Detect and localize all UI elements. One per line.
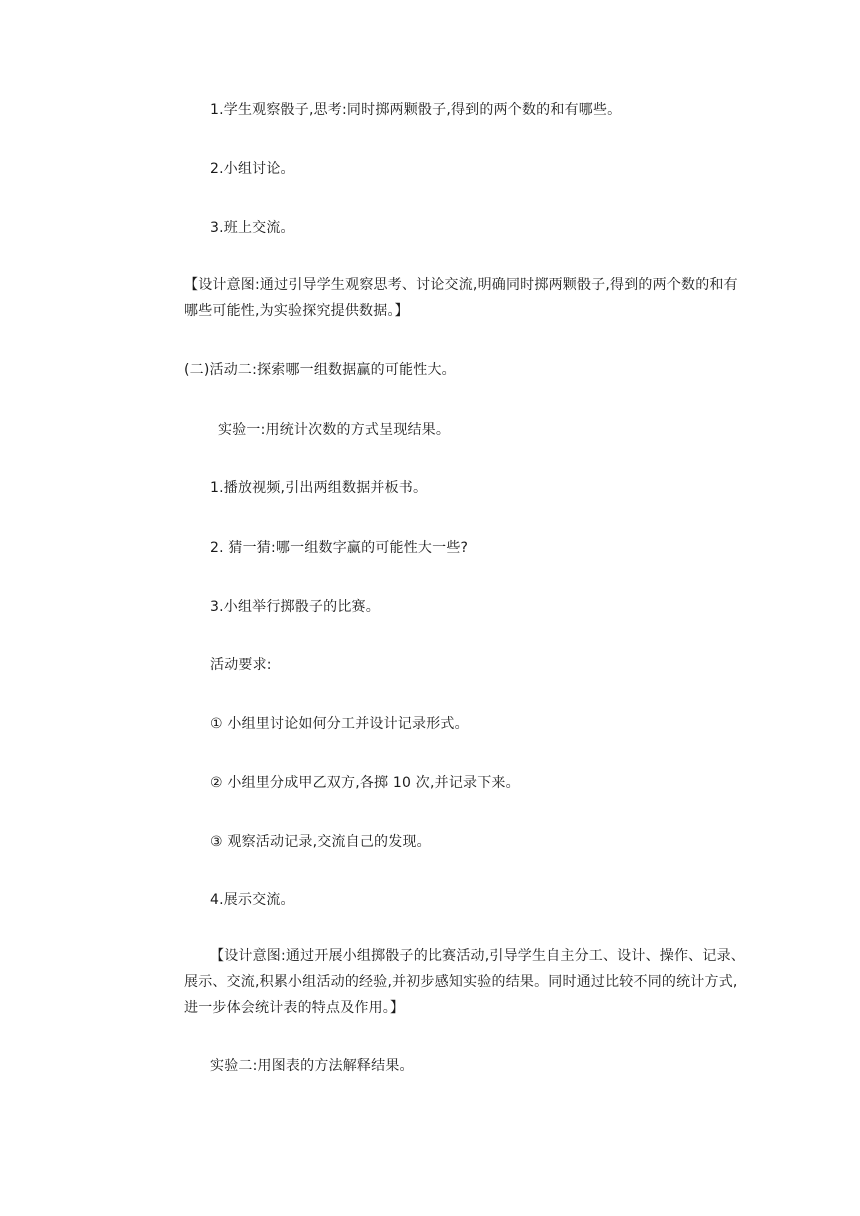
design-intent-1-line-2: 哪些可能性,为实验探究提供数据。】	[184, 303, 409, 319]
step-play-video: 1.播放视频,引出两组数据并板书。	[210, 480, 428, 496]
requirement-2: ② 小组里分成甲乙双方,各掷 10 次,并记录下来。	[210, 775, 520, 791]
activity-requirements-label: 活动要求:	[210, 657, 272, 673]
step-dice-contest: 3.小组举行掷骰子的比赛。	[210, 599, 380, 615]
activity-two-heading: (二)活动二:探索哪一组数据赢的可能性大。	[184, 362, 456, 378]
step-group-discussion: 2.小组讨论。	[210, 161, 295, 177]
design-intent-1-line-1: 【设计意图:通过引导学生观察思考、讨论交流,明确同时掷两颗骰子,得到的两个数的和有	[184, 277, 738, 293]
step-guess: 2. 猜一猜:哪一组数字赢的可能性大一些?	[210, 540, 469, 556]
step-show-exchange: 4.展示交流。	[210, 892, 295, 908]
step-observe-dice: 1.学生观察骰子,思考:同时掷两颗骰子,得到的两个数的和有哪些。	[210, 102, 622, 118]
requirement-1: ① 小组里讨论如何分工并设计记录形式。	[210, 716, 469, 732]
design-intent-2-line-2: 展示、交流,积累小组活动的经验,并初步感知实验的结果。同时通过比较不同的统计方式,	[184, 974, 738, 990]
design-intent-paragraph-2	[184, 943, 784, 1021]
experiment-two-heading: 实验二:用图表的方法解释结果。	[210, 1058, 414, 1074]
step-class-exchange: 3.班上交流。	[210, 220, 295, 236]
design-intent-2-line-3: 进一步体会统计表的特点及作用。】	[184, 1000, 405, 1016]
design-intent-2-line-1: 【设计意图:通过开展小组掷骰子的比赛活动,引导学生自主分工、设计、操作、记录、	[210, 948, 745, 964]
requirement-3: ③ 观察活动记录,交流自己的发现。	[210, 834, 431, 850]
experiment-one-heading: 实验一:用统计次数的方式呈现结果。	[218, 422, 451, 438]
design-intent-paragraph-1	[184, 272, 784, 324]
